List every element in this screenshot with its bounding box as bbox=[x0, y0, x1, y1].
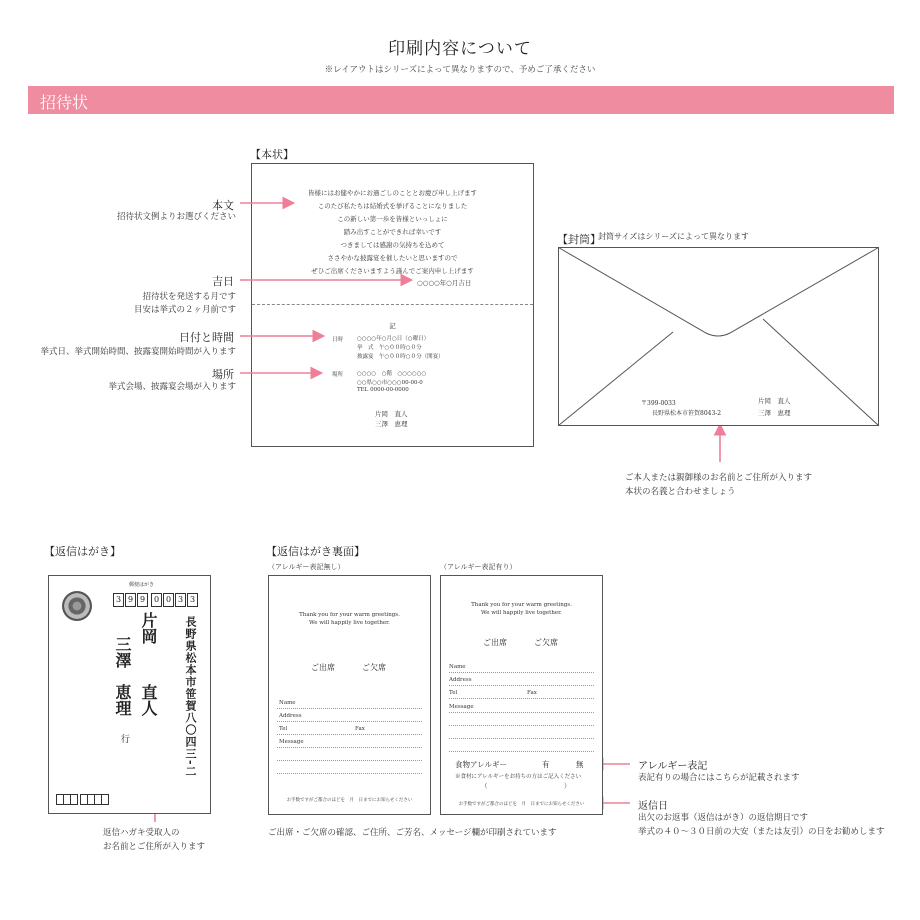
zip-digit: 9 bbox=[137, 593, 148, 607]
postcard-section-title: 【返信はがき】 bbox=[44, 545, 121, 558]
postcard-name-family: 三澤 bbox=[113, 636, 132, 668]
postcard-name-given: 恵理 bbox=[113, 684, 132, 716]
page-note: ※レイアウトはシリーズによって異なりますので、予めご了承ください bbox=[324, 65, 596, 75]
annotation-honbun-desc: 招待状文例よりお選びください bbox=[116, 212, 236, 222]
deadline-note-desc: 出欠のお返事（返信はがき）の返信期日です bbox=[638, 813, 809, 823]
back-caption: ご出席・ご欠席の確認、ご住所、ご芳名、メッセージ欄が印刷されています bbox=[268, 828, 557, 838]
invitation-line: この新しい第一歩を皆様といっしょに bbox=[337, 215, 448, 223]
zip-digit: 9 bbox=[125, 593, 136, 607]
annotation-honbun-label: 本文 bbox=[212, 199, 234, 212]
envelope-section-title: 【封筒】 bbox=[557, 233, 601, 246]
couple-name: 三澤 恵理 bbox=[375, 420, 408, 428]
back-section-title: 【返信はがき裏面】 bbox=[266, 545, 365, 558]
envelope-name: 三澤 恵理 bbox=[758, 409, 791, 417]
greeting-line: Thank you for your warm greetings. bbox=[471, 602, 572, 608]
allergy-no: 無 bbox=[576, 760, 584, 769]
zip-code-boxes bbox=[113, 593, 198, 607]
basho-line: ○○○○ ○階 ○○○○○○ bbox=[357, 371, 427, 377]
banner-label: 招待状 bbox=[40, 93, 89, 112]
invitation-line: このたび私たちは結婚式を挙げることになりました bbox=[317, 202, 468, 210]
postcard-stamp-label: 郵便はがき bbox=[129, 582, 155, 588]
postcard-caption: 返信ハガキ受取人の bbox=[103, 828, 180, 838]
allergy-note: ※食材にアレルギーをお持ちの方はご記入ください bbox=[455, 774, 582, 780]
variant2-label: （アレルギー表記有り） bbox=[440, 563, 517, 571]
field-address: Address bbox=[279, 713, 302, 719]
invitation-line: ぜひご出席くださいますよう謹んでご案内申し上げます bbox=[311, 267, 474, 275]
allergy-paren-close: ） bbox=[564, 782, 571, 790]
annotation-kichijitsu-label: 吉日 bbox=[212, 275, 234, 288]
field-address: Address bbox=[449, 677, 472, 683]
basho-label: 場所 bbox=[332, 372, 344, 378]
reply-postcard-front bbox=[48, 575, 211, 814]
postcard-name-given: 直人 bbox=[139, 684, 158, 716]
variant1-label: （アレルギー表記無し） bbox=[268, 563, 345, 571]
basho-line: TEL 0000-00-0000 bbox=[357, 387, 409, 393]
zip-digit: 3 bbox=[113, 593, 124, 607]
envelope-address: 長野県松本市笹賀8043-2 bbox=[652, 410, 722, 417]
allergy-paren-open: （ bbox=[481, 782, 488, 790]
field-fax: Fax bbox=[355, 726, 365, 732]
greeting-line: We will happily live together. bbox=[481, 610, 562, 616]
allergy-label: 食物アレルギー bbox=[455, 760, 508, 769]
sender-zip-boxes bbox=[56, 794, 109, 805]
honjo-section-title: 【本状】 bbox=[250, 148, 294, 161]
field-message: Message bbox=[449, 704, 474, 710]
allergy-note-desc: 表記有りの場合にはこちらが記載されます bbox=[638, 773, 800, 783]
ki-label: 記 bbox=[389, 322, 396, 330]
postcard-address: 長野県松本市笹賀八〇四三-二 bbox=[184, 616, 197, 778]
deadline-line: お手数ですがご都合のほどを 月 日までにお知らせください bbox=[458, 802, 585, 807]
allergy-note-title: アレルギー表記 bbox=[638, 761, 708, 772]
deadline-line: お手数ですがご都合のほどを 月 日までにお知らせください bbox=[286, 798, 413, 803]
reply-back-with-allergy bbox=[440, 575, 603, 815]
invitation-line: ささやかな披露宴を催したいと思いますので bbox=[327, 254, 458, 262]
zip-digit: 3 bbox=[187, 593, 198, 607]
invitation-line: 皆様にはお健やかにお過ごしのこととお慶び申し上げます bbox=[308, 189, 477, 197]
nichiji-line: 披露宴 午○００時○０分（開宴） bbox=[357, 354, 444, 360]
envelope-caption: 本状の名義と合わせましょう bbox=[625, 487, 736, 497]
zip-digit: 0 bbox=[163, 593, 174, 607]
deadline-note-title: 返信日 bbox=[638, 801, 668, 812]
envelope-postal: 〒399-0033 bbox=[641, 400, 676, 407]
zip-digit: 3 bbox=[175, 593, 186, 607]
invitation-line: つきましては感謝の気持ちを込めて bbox=[340, 241, 445, 249]
postcard-name-family: 片岡 bbox=[139, 612, 158, 644]
field-message: Message bbox=[279, 739, 304, 745]
absent-label: ご欠席 bbox=[362, 663, 386, 672]
envelope-drawing bbox=[558, 247, 879, 426]
nichiji-line: 挙 式 午○００時○０分 bbox=[357, 345, 422, 351]
annotation-place-desc: 挙式会場、披露宴会場が入ります bbox=[108, 382, 236, 392]
postage-stamp-icon bbox=[62, 591, 92, 621]
invitation-date: ○○○○年○月吉日 bbox=[417, 279, 472, 287]
page-title: 印刷内容について bbox=[388, 39, 532, 59]
envelope-name: 片岡 直人 bbox=[758, 397, 791, 405]
allergy-yes: 有 bbox=[542, 760, 550, 769]
greeting-line: We will happily live together. bbox=[309, 620, 390, 626]
postcard-yuki: 行 bbox=[121, 735, 131, 745]
deadline-note-desc: 挙式の４０〜３０日前の大安（または友引）の日をお勧めします bbox=[638, 827, 885, 837]
field-fax: Fax bbox=[527, 690, 537, 696]
annotation-place-label: 場所 bbox=[212, 368, 234, 381]
annotation-kichijitsu-desc: 目安は挙式の２ヶ月前です bbox=[133, 305, 236, 315]
greeting-line: Thank you for your warm greetings. bbox=[299, 612, 400, 618]
field-name: Name bbox=[449, 664, 466, 670]
postcard-caption: お名前とご住所が入ります bbox=[103, 842, 206, 852]
basho-line: ○○県○○市○○○00-00-0 bbox=[357, 380, 423, 386]
couple-name: 片岡 直人 bbox=[375, 410, 408, 418]
envelope-section-note: 封筒サイズはシリーズによって異なります bbox=[598, 232, 749, 241]
zip-digit: 0 bbox=[151, 593, 162, 607]
nichiji-label: 日時 bbox=[332, 337, 344, 343]
absent-label: ご欠席 bbox=[534, 638, 558, 647]
envelope-caption: ご本人または親御様のお名前とご住所が入ります bbox=[625, 473, 813, 483]
annotation-datetime-desc: 挙式日、挙式開始時間、披露宴開始時間が入ります bbox=[40, 347, 236, 357]
annotation-kichijitsu-desc: 招待状を発送する月です bbox=[142, 292, 236, 302]
field-tel: Tel bbox=[449, 690, 458, 696]
field-name: Name bbox=[279, 700, 296, 706]
nichiji-line: ○○○○年○月○日（○曜日） bbox=[357, 336, 430, 342]
attend-label: ご出席 bbox=[483, 638, 507, 647]
invitation-line: 踏み出すことができれば幸いです bbox=[343, 228, 442, 236]
field-tel: Tel bbox=[279, 726, 288, 732]
annotation-datetime-label: 日付と時間 bbox=[179, 331, 234, 344]
attend-label: ご出席 bbox=[311, 663, 335, 672]
reply-back-no-allergy bbox=[268, 575, 431, 815]
